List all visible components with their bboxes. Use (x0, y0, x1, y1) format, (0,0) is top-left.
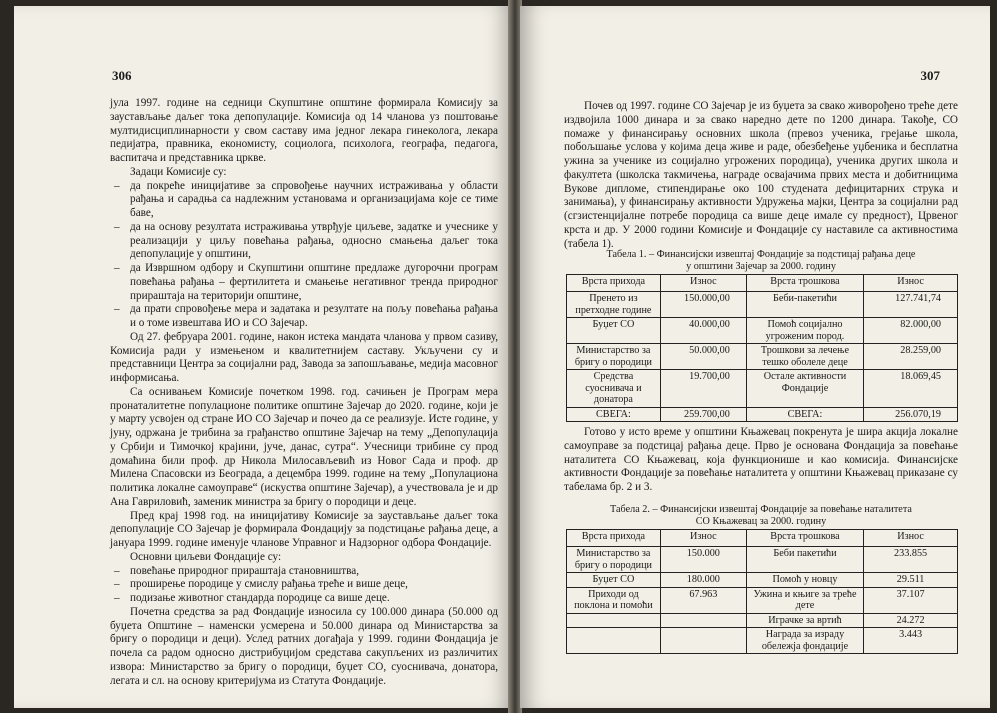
cell: Буџет СО (567, 573, 661, 588)
caption-line: СО Књажевац за 2000. годину (695, 516, 827, 527)
paragraph: Почетна средства за рад Фондације износила су 100.000 динара (50.000 од буџета Општине – наменски усмерена и 50.000 динара од Министарства за бригу о породици и деци). Услед ратних догађаја у 1999. години Фондација је почела са радом односно дистрибуцијом средстава сакупљених из различитих извора: Министарство за бригу о породици, буџет СО, суоснивача, донатора, легата и сл. на основу критеријума из Статута Фондације. (110, 605, 498, 687)
goals-heading: Основни циљеви Фондације су: (130, 550, 282, 563)
paragraph: Од 27. фебруара 2001. године, након истека мандата чланова у првом сазиву, Комисија ради у измењеном и квалитетнијем саставу. Укључени су и представници Центра за социјални рад, Завода за запошљавање, медија масовног информисања. (110, 330, 498, 384)
table-row (567, 318, 958, 344)
caption-line: Табела 1. – Финансијски извештај Фондације за подстицај рађања деце (606, 249, 916, 260)
cell (660, 613, 746, 628)
paragraph: јула 1997. године на седници Скупштине општине формирала Комисију за заустављање даљег тока депопулације. Комисија од 14 чланова уз поштовање мултидисциплинарности у свом саставу има једног лекара гинеколога, лекара педијатра, правника, економисту, социолога, психолога, географа, педагога, васпитача и представника цркве. (110, 97, 498, 164)
cell: 18.069,45 (864, 370, 958, 408)
list-item: – да Извршном одбору и Скупштини општине предлаже дугорочни програм повећања рађања – фертилитета и смањење негативног тренда природног прираштаја на територији општине, (110, 262, 498, 303)
cell: Средства суоснивача и донатора (567, 370, 661, 408)
list-item: – да на основу резултата истраживања утврђује циљеве, задатке и учеснике у реализацији у циљу повећања рађања, односно смањења даљег тока депопулације у општини, (110, 221, 498, 262)
column-header: Износ (864, 275, 958, 292)
table-total-row (567, 407, 958, 422)
cell: 67.963 (660, 587, 746, 613)
list-item: – да покреће иницијативе за спровођење научних истраживања у области рађања и сарадња са надлежним установама и организацијама које се тиме баве, (110, 180, 498, 221)
tasks-list (110, 180, 498, 331)
table1 (566, 274, 958, 422)
column-header: Врста прихода (567, 530, 661, 547)
cell: СВЕГА: (567, 407, 661, 422)
table-row (567, 587, 958, 613)
cell: 28.259,00 (864, 344, 958, 370)
cell: Ужина и књиге за треће дете (746, 587, 863, 613)
cell: Играчке за вртић (746, 613, 863, 628)
cell: 40.000,00 (660, 318, 746, 344)
cell: 29.511 (864, 573, 958, 588)
right-page-text-mid (564, 426, 958, 495)
paragraph: Готово у исто време у општини Књажевац покренута је шира акција локалне самоуправе за подстицај рађања деце. Прво је основана Фондација за повећање наталитета СО Књажевац, која функционише и као комисија. Финансијске активности Фондације за повећање наталитета у општини Књажевац приказане су табелама бр. 2 и 3. (564, 426, 958, 493)
cell: Беби пакетићи (746, 547, 863, 573)
list-item: – да прати спровођење мера и задатака и резултате на пољу повећања рађања и о томе извештава ИО и СО Зајечар. (110, 303, 498, 331)
cell: Приходи од поклона и помоћи (567, 587, 661, 613)
cell: 233.855 (864, 547, 958, 573)
list-item: – проширење породице у смислу рађања треће и више деце, (110, 578, 498, 592)
cell: 3.443 (864, 628, 958, 654)
cell: Буџет СО (567, 318, 661, 344)
cell (567, 613, 661, 628)
cell: 127.741,74 (864, 292, 958, 318)
cell: Помоћ у новцу (746, 573, 863, 588)
page-number-right: 307 (920, 68, 940, 83)
column-header: Врста прихода (567, 275, 661, 292)
cell: 19.700,00 (660, 370, 746, 408)
cell: 37.107 (864, 587, 958, 613)
table-row (567, 370, 958, 408)
cell: 24.272 (864, 613, 958, 628)
column-header: Врста трошкова (746, 530, 863, 547)
cell (660, 628, 746, 654)
right-page (520, 6, 990, 708)
cell: 50.000,00 (660, 344, 746, 370)
table-row (567, 573, 958, 588)
table-row (567, 547, 958, 573)
list-item: – подизање животног стандарда породице са више деце. (110, 592, 498, 606)
goals-list (110, 565, 498, 606)
cell: 150.000 (660, 547, 746, 573)
cell: СВЕГА: (746, 407, 863, 422)
list-item: – повећање природног прираштаја становништва, (110, 565, 498, 579)
cell: 180.000 (660, 573, 746, 588)
caption-line: Табела 2. – Финансијски извештај Фондације за повећање наталитета (610, 504, 912, 515)
table2-caption (564, 504, 958, 528)
paragraph: Пред крај 1998 год. на иницијативу Комисије за заустављање даљег тока депопулације СО Зајечар је формирала Фондацију за подстицање рађања деце, а јануара 1999. године именује чланове Управног и Надзорног одбора Фондације. (110, 509, 498, 549)
cell: Пренето из претходне године (567, 292, 661, 318)
table-row (567, 613, 958, 628)
cell: Помоћ социјално угроженим пород. (746, 318, 863, 344)
cell: Награда за израду обележја фондације (746, 628, 863, 654)
table1-caption (564, 249, 958, 273)
paragraph: Почев од 1997. године СО Зајечар је из буџета за свако живорођено треће дете издвојила 1000 динара и за свако наредно дете по 1200 динара. Такође, СО помаже у финансирању основних школа (превоз ученика, грејање школа, побољшање услова у којима деца живе и раде, обезбеђење уџбеника и бесплатна ужина за ученике из социјално угрожених породица), ученика других школа и факултета (школска такмичења, награде освајачима првих места и добитницима Вукове дипломе, стипендирање око 100 студената дефицитарних струка и занимања), у финансирању активности Удружења мајки, Центра за социјални рад (сгзистенцијалне потребе породица са више деце имале су предност), Црвеног крста и др. У 2000 години Комисије и Фондације су наставиле са активностима (табела 1). (564, 100, 958, 250)
cell: Беби-пакетићи (746, 292, 863, 318)
cell: 82.000,00 (864, 318, 958, 344)
table2 (566, 529, 958, 654)
column-header: Врста трошкова (746, 275, 863, 292)
paragraph: Са оснивањем Комисије почетком 1998. год. сачињен је Програм мера пронаталитетне популационе политике општине Зајечар до 2020. године, који је у марту усвојен од стране ИО СО Зајечар и почео да се реализује. Исте године, у јуну, одржана је трибина за грађанство општине Зајечар на тему „Депопулација у Србији и Тимочкој крајини, јуче, данас, сутра“. Учесници трибине су прод домаћина били проф. др Никола Милосављевић из Новог Сада и проф. др Милена Спасовски из Београда, а децембра 1999. године на тему „Популациона политика локалне самоуправе“ (искуства општине Зајечар), а учествовала је и др Ана Гавриловић, заменик министра за бригу о породици и деце. (110, 385, 498, 508)
column-header: Износ (660, 275, 746, 292)
column-header: Износ (660, 530, 746, 547)
table-header-row (567, 275, 958, 292)
cell (567, 628, 661, 654)
cell: 259.700,00 (660, 407, 746, 422)
cell: 150.000,00 (660, 292, 746, 318)
table-row (567, 628, 958, 654)
cell: Трошкови за лечење тешко оболеле деце (746, 344, 863, 370)
caption-line: у општини Зајечар за 2000. годину (686, 261, 836, 272)
page-number-left: 306 (112, 68, 132, 83)
table-row (567, 292, 958, 318)
column-header: Износ (864, 530, 958, 547)
left-page-text (110, 97, 498, 688)
cell: 256.070,19 (864, 407, 958, 422)
table-header-row (567, 530, 958, 547)
tasks-heading: Задаци Комисије су: (130, 165, 227, 178)
table-row (567, 344, 958, 370)
right-page-text-top (564, 100, 958, 251)
cell: Министарство за бригу о породици (567, 547, 661, 573)
cell: Остале активности Фондације (746, 370, 863, 408)
left-page (14, 6, 512, 708)
cell: Министарство за бригу о породици (567, 344, 661, 370)
